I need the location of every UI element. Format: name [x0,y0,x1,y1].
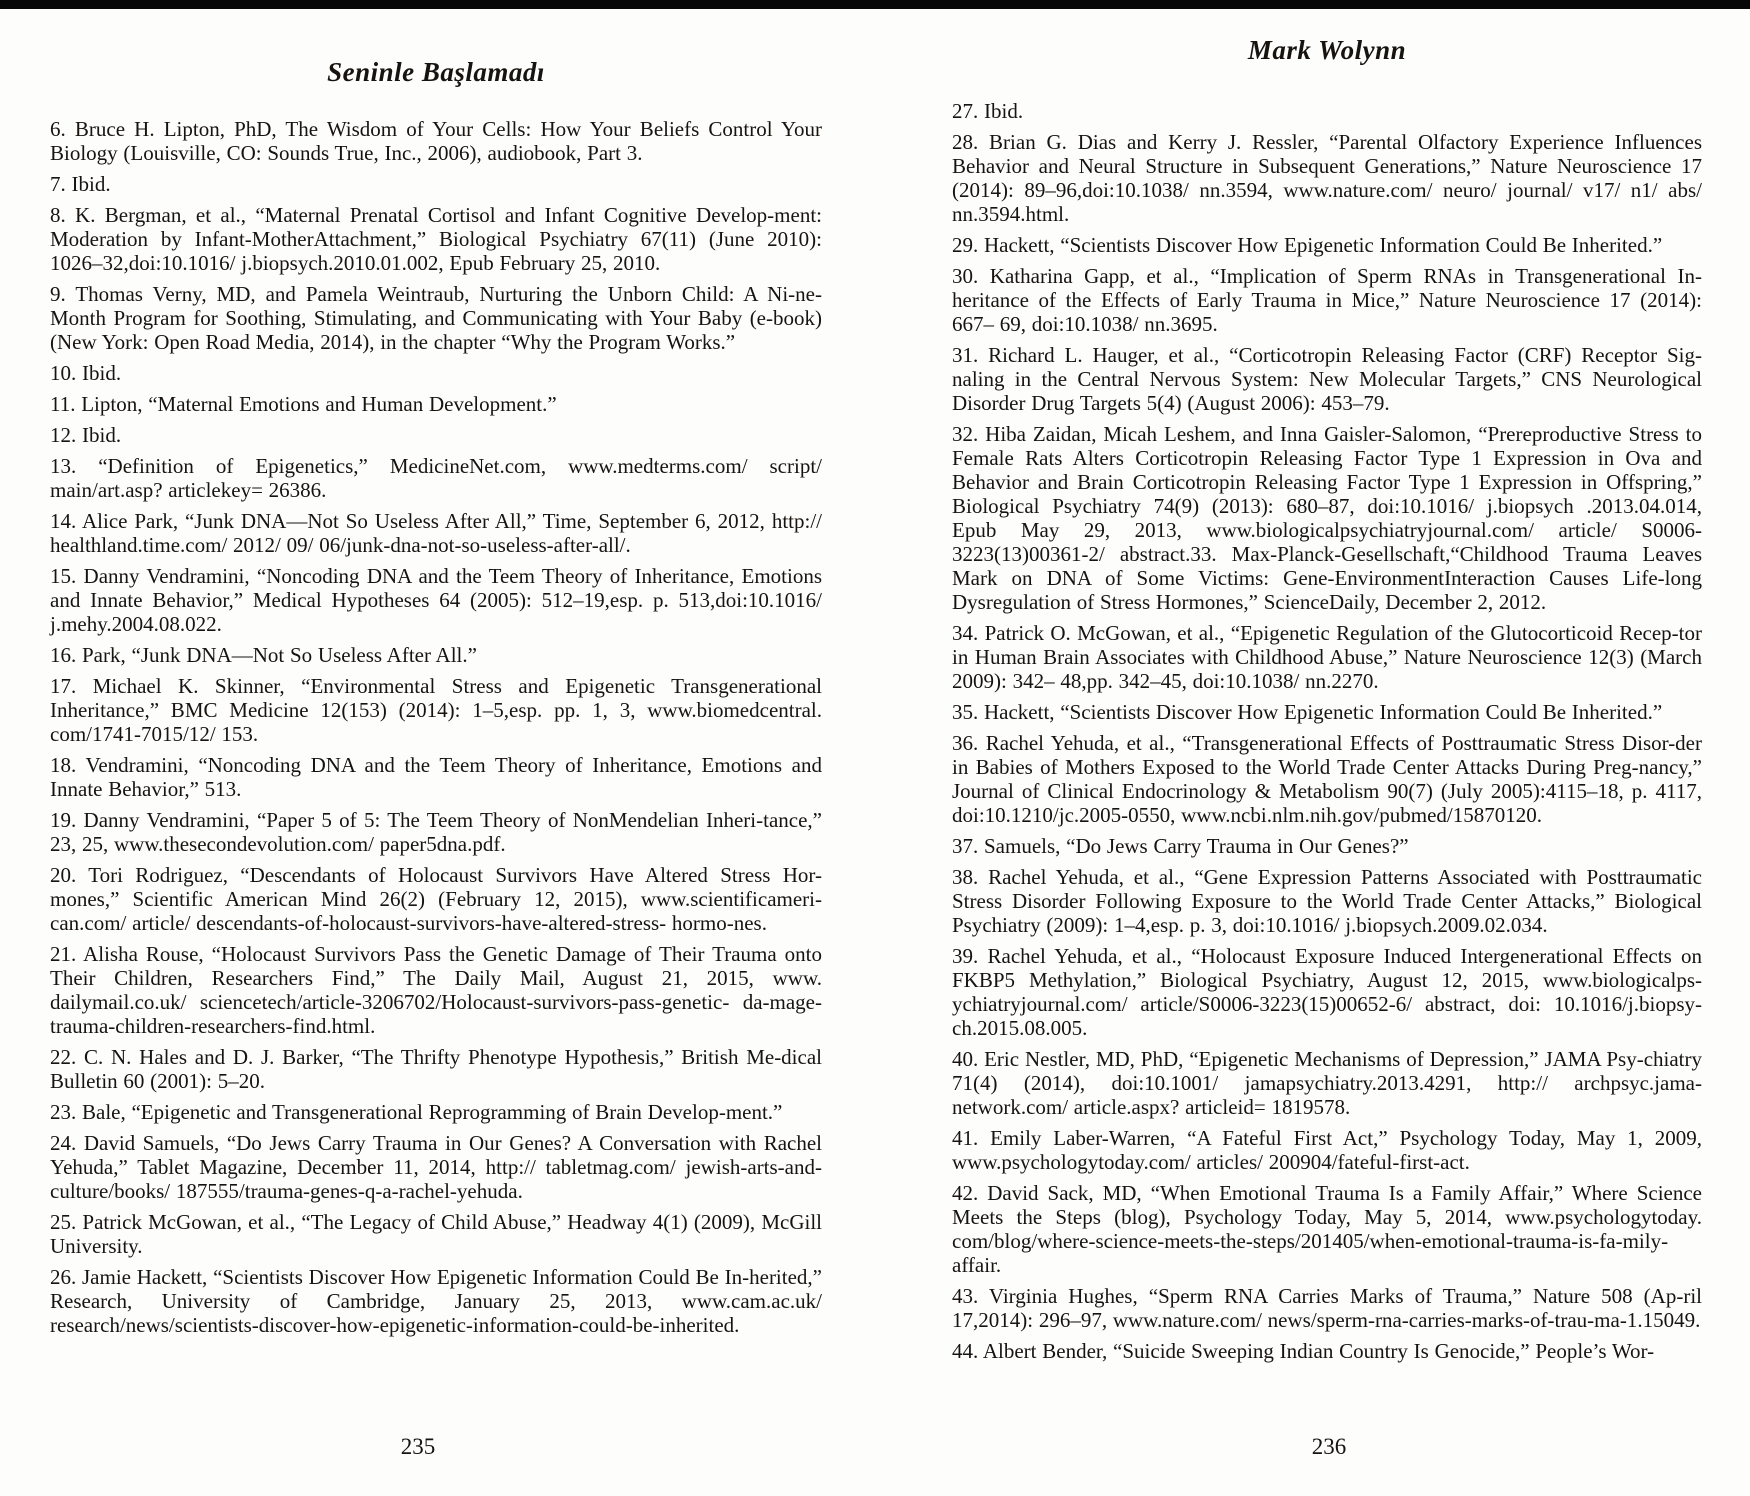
endnotes-list-left [50,117,822,1337]
running-header-right: Mark Wolynn [1247,35,1407,65]
reference-entry: 17. Michael K. Skinner, “Environmental Stress and Epigenetic Transgenerational Inheritance,” BMC Medicine 12(153) (2014): 1–5,esp. pp. 1, 3, www.biomedcentral. com/1741-7015/12/ 153. [50,674,822,746]
running-header-left: Seninle Başlamadı [327,57,545,87]
page-number-right: 236 [1311,1434,1347,1459]
reference-entry: 23. Bale, “Epigenetic and Transgenerational Reprogramming of Brain Develop-ment.” [50,1100,783,1124]
reference-entry: 32. Hiba Zaidan, Micah Leshem, and Inna Gaisler-Salomon, “Prereproductive Stress to Female Rats Alters Corticotropin Releasing Factor Type 1 Expression in Ova and Behavior and Brain Corticotropin Releasing Factor Type 1 Expression in Offspring,” Biological Psychiatry 74(9) (2013): 680–87, doi:10.1016/ j.biopsych .2013.04.014, Epub May 29, 2013, www.biologicalpsychiatryjournal.com/ article/ S0006-3223(13)00361-2/ abstract.33. Max-Planck-Gesellschaft,“Childhood Trauma Leaves Mark on DNA of Some Victims: Gene-EnvironmentInteraction Causes Life-long Dysregulation of Stress Hormones,” ScienceDaily, December 2, 2012. [952,422,1702,614]
page-235 [50,9,822,1496]
reference-entry: 21. Alisha Rouse, “Holocaust Survivors Pass the Genetic Damage of Their Trauma onto Their Children, Researchers Find,” The Daily Mail, August 21, 2015, www. dailymail.co.uk/ sciencetech/article-3206702/Holocaust-survivors-pass-genetic- da-mage-trauma-children-researchers-find.html. [50,942,822,1038]
scan-edge-bar [0,0,1750,9]
reference-entry: 35. Hackett, “Scientists Discover How Epigenetic Information Could Be Inherited.” [952,700,1663,724]
page-236 [952,9,1702,1496]
reference-entry: 12. Ibid. [50,423,122,447]
reference-entry: 41. Emily Laber-Warren, “A Fateful First Act,” Psychology Today, May 1, 2009, www.psychologytoday.com/ articles/ 200904/fateful-first-act. [952,1126,1702,1174]
reference-entry: 30. Katharina Gapp, et al., “Implication of Sperm RNAs in Transgenerational In-heritance of the Effects of Early Trauma in Mice,” Nature Neuroscience 17 (2014): 667– 69, doi:10.1038/ nn.3695. [952,264,1702,336]
reference-entry: 16. Park, “Junk DNA—Not So Useless After All.” [50,643,477,667]
reference-entry: 37. Samuels, “Do Jews Carry Trauma in Our Genes?” [952,834,1409,858]
reference-entry: 13. “Definition of Epigenetics,” MedicineNet.com, www.medterms.com/ script/ main/art.asp? articlekey= 26386. [50,454,822,502]
reference-entry: 25. Patrick McGowan, et al., “The Legacy of Child Abuse,” Headway 4(1) (2009), McGill University. [50,1210,822,1258]
reference-entry: 34. Patrick O. McGowan, et al., “Epigenetic Regulation of the Glutocorticoid Recep-tor in Human Brain Associates with Childhood Abuse,” Nature Neuroscience 12(3) (March 2009): 342– 48,pp. 342–45, doi:10.1038/ nn.2270. [952,621,1702,693]
reference-entry: 40. Eric Nestler, MD, PhD, “Epigenetic Mechanisms of Depression,” JAMA Psy-chiatry 71(4) (2014), doi:10.1001/ jamapsychiatry.2013.4291, http:// archpsyc.jama-network.com/ article.aspx? articleid= 1819578. [952,1047,1702,1119]
reference-entry: 43. Virginia Hughes, “Sperm RNA Carries Marks of Trauma,” Nature 508 (Ap-ril 17,2014): 296–97, www.nature.com/ news/sperm-rna-carries-marks-of-trau-ma-1.15049. [952,1284,1702,1332]
reference-entry: 29. Hackett, “Scientists Discover How Epigenetic Information Could Be Inherited.” [952,233,1663,257]
reference-entry: 18. Vendramini, “Noncoding DNA and the Teem Theory of Inheritance, Emotions and Innate Behavior,” 513. [50,753,822,801]
reference-entry: 15. Danny Vendramini, “Noncoding DNA and the Teem Theory of Inheritance, Emotions and Innate Behavior,” Medical Hypotheses 64 (2005): 512–19,esp. p. 513,doi:10.1016/ j.mehy.2004.08.022. [50,564,822,636]
reference-entry: 31. Richard L. Hauger, et al., “Corticotropin Releasing Factor (CRF) Receptor Sig-naling in the Central Nervous System: New Molecular Targets,” CNS Neurological Disorder Drug Targets 5(4) (August 2006): 453–79. [952,343,1702,415]
reference-entry: 36. Rachel Yehuda, et al., “Transgenerational Effects of Posttraumatic Stress Disor-der in Babies of Mothers Exposed to the World Trade Center Attacks During Preg-nancy,” Journal of Clinical Endocrinology & Metabolism 90(7) (July 2005):4115–18, p. 4117, doi:10.1210/jc.2005-0550, www.ncbi.nlm.nih.gov/pubmed/15870120. [952,731,1702,827]
reference-entry: 39. Rachel Yehuda, et al., “Holocaust Exposure Induced Intergenerational Effects on FKBP5 Methylation,” Biological Psychiatry, August 12, 2015, www.biologicalps-ychiatryjournal.com/ article/S0006-3223(15)00652-6/ abstract, doi: 10.1016/j.biopsy-ch.2015.08.005. [952,944,1702,1040]
page-number-left: 235 [400,1434,436,1459]
reference-entry: 26. Jamie Hackett, “Scientists Discover How Epigenetic Information Could Be In-herited,” Research, University of Cambridge, January 25, 2013, www.cam.ac.uk/ research/news/scientists-discover-how-epigenetic-information-could-be-inherited. [50,1265,822,1337]
reference-entry: 11. Lipton, “Maternal Emotions and Human Development.” [50,392,557,416]
reference-entry: 27. Ibid. [952,99,1024,123]
endnotes-list-right [952,99,1702,1363]
reference-entry: 28. Brian G. Dias and Kerry J. Ressler, “Parental Olfactory Experience Influences Behavior and Neural Structure in Subsequent Generations,” Nature Neuroscience 17 (2014): 89–96,doi:10.1038/ nn.3594, www.nature.com/ neuro/ journal/ v17/ n1/ abs/ nn.3594.html. [952,130,1702,226]
reference-entry: 7. Ibid. [50,172,111,196]
reference-entry: 10. Ibid. [50,361,122,385]
reference-entry: 22. C. N. Hales and D. J. Barker, “The Thrifty Phenotype Hypothesis,” British Me-dical Bulletin 60 (2001): 5–20. [50,1045,822,1093]
reference-entry: 38. Rachel Yehuda, et al., “Gene Expression Patterns Associated with Posttraumatic Stress Disorder Following Exposure to the World Trade Center Attacks,” Biological Psychiatry (2009): 1–4,esp. p. 3, doi:10.1016/ j.biopsych.2009.02.034. [952,865,1702,937]
reference-entry: 42. David Sack, MD, “When Emotional Trauma Is a Family Affair,” Where Science Meets the Steps (blog), Psychology Today, May 5, 2014, www.psychologytoday. com/blog/where-science-meets-the-steps/201405/when-emotional-trauma-is-fa-mily- affair. [952,1181,1702,1277]
reference-entry: 24. David Samuels, “Do Jews Carry Trauma in Our Genes? A Conversation with Rachel Yehuda,” Tablet Magazine, December 11, 2014, http:// tabletmag.com/ jewish-arts-and-culture/books/ 187555/trauma-genes-q-a-rachel-yehuda. [50,1131,822,1203]
reference-entry: 14. Alice Park, “Junk DNA—Not So Useless After All,” Time, September 6, 2012, http:// healthland.time.com/ 2012/ 09/ 06/junk-dna-not-so-useless-after-all/. [50,509,822,557]
reference-entry: 9. Thomas Verny, MD, and Pamela Weintraub, Nurturing the Unborn Child: A Ni-ne-Month Program for Soothing, Stimulating, and Communicating with Your Baby (e-book) (New York: Open Road Media, 2014), in the chapter “Why the Program Works.” [50,282,822,354]
reference-entry: 6. Bruce H. Lipton, PhD, The Wisdom of Your Cells: How Your Beliefs Control Your Biology (Louisville, CO: Sounds True, Inc., 2006), audiobook, Part 3. [50,117,822,165]
reference-entry: 20. Tori Rodriguez, “Descendants of Holocaust Survivors Have Altered Stress Hor-mones,” Scientific American Mind 26(2) (February 12, 2015), www.scientificameri-can.com/ article/ descendants-of-holocaust-survivors-have-altered-stress- hormo-nes. [50,863,822,935]
reference-entry: 19. Danny Vendramini, “Paper 5 of 5: The Teem Theory of NonMendelian Inheri-tance,” 23, 25, www.thesecondevolution.com/ paper5dna.pdf. [50,808,822,856]
reference-entry: 44. Albert Bender, “Suicide Sweeping Indian Country Is Genocide,” People’s Wor- [952,1339,1655,1363]
reference-entry: 8. K. Bergman, et al., “Maternal Prenatal Cortisol and Infant Cognitive Develop-ment: Moderation by Infant-MotherAttachment,” Biological Psychiatry 67(11) (June 2010): 1026–32,doi:10.1016/ j.biopsych.2010.01.002, Epub February 25, 2010. [50,203,822,275]
